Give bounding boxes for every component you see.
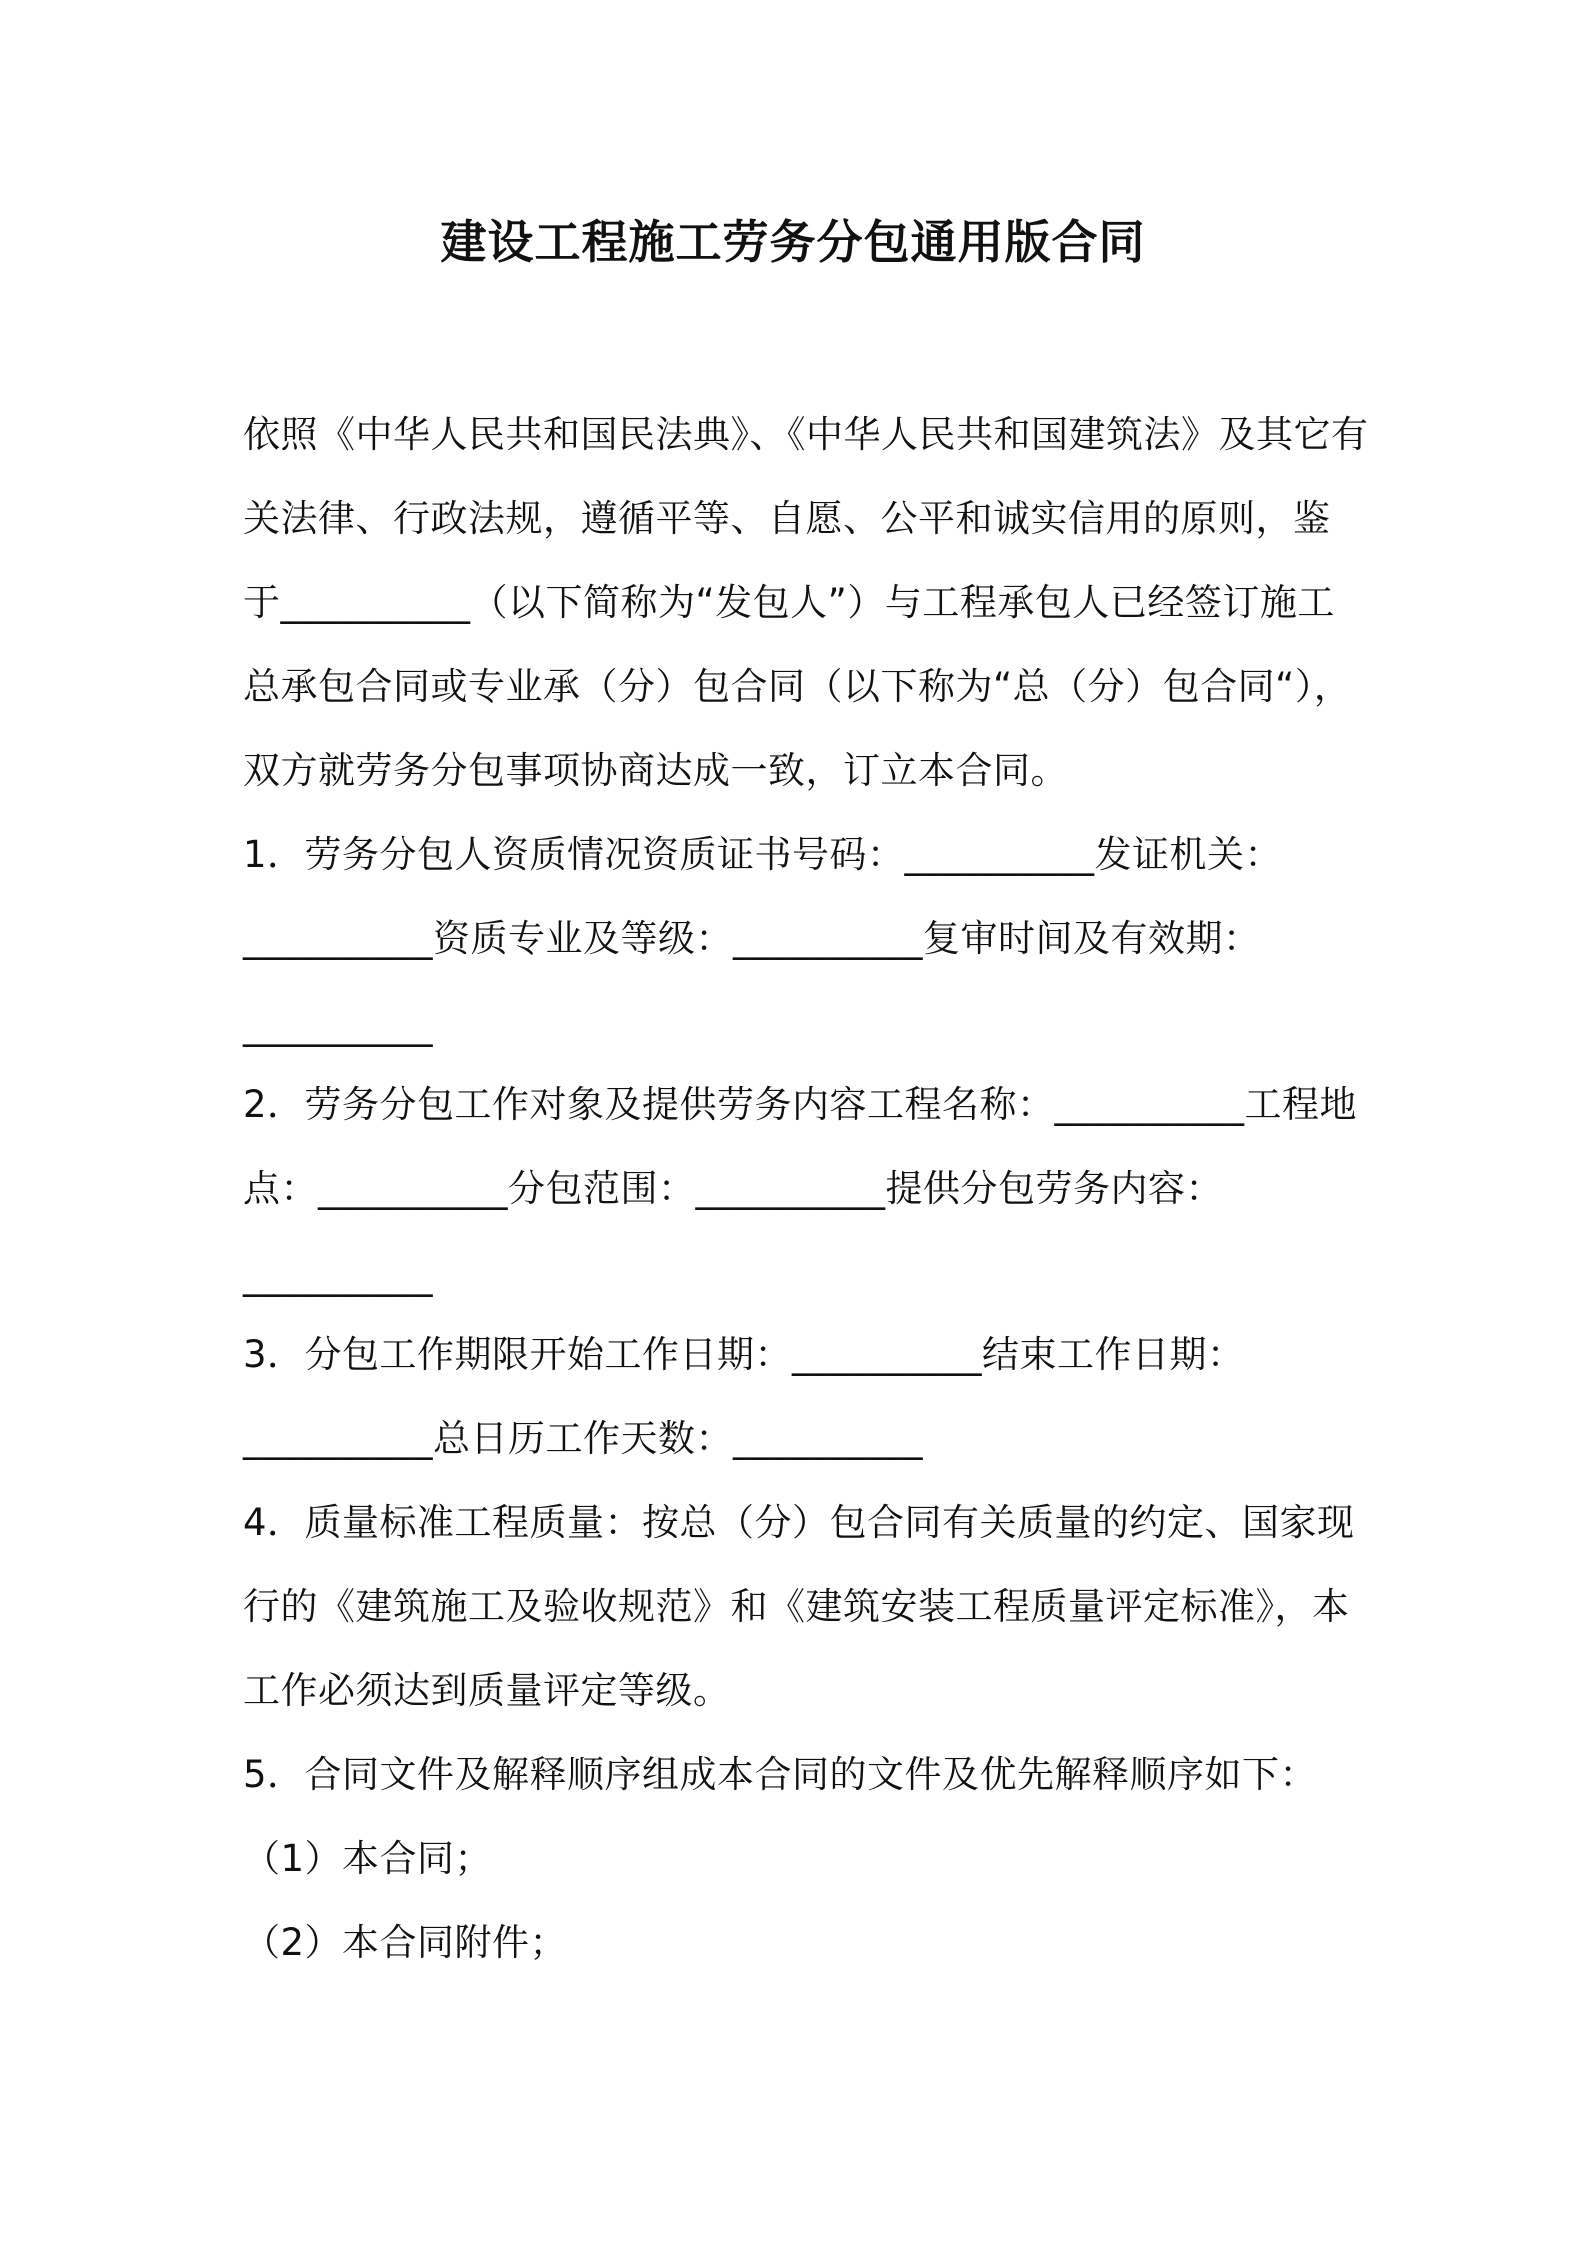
clause-4-line: 4．质量标准工程质量：按总（分）包合同有关质量的约定、国家现 — [243, 1501, 1355, 1544]
clause-2-line: 点：__________分包范围：__________提供分包劳务内容： — [243, 1167, 1223, 1210]
body-line: 关法律、行政法规，遵循平等、自愿、公平和诚实信用的原则，鉴 — [243, 497, 1331, 540]
clause-4-line: 行的《建筑施工及验收规范》和《建筑安装工程质量评定标准》，本 — [243, 1585, 1350, 1628]
clause-5-item: （2）本合同附件； — [243, 1921, 568, 1964]
clause-1-line: __________资质专业及等级：__________复审时间及有效期： — [243, 917, 1261, 960]
clause-1-line: 1．劳务分包人资质情况资质证书号码：__________发证机关： — [243, 833, 1283, 876]
clause-2-line: __________ — [243, 1254, 433, 1297]
clause-3-line: 3．分包工作期限开始工作日期：__________结束工作日期： — [243, 1333, 1245, 1376]
clause-3-line: __________总日历工作天数：__________ — [243, 1417, 923, 1460]
body-line: 总承包合同或专业承（分）包合同（以下称为“总（分）包合同“）， — [243, 665, 1352, 708]
body-line: 依照《中华人民共和国民法典》、《中华人民共和国建筑法》及其它有 — [243, 413, 1369, 456]
clause-1-line: __________ — [243, 1004, 433, 1047]
clause-5-item: （1）本合同； — [243, 1837, 493, 1880]
body-line: 双方就劳务分包事项协商达成一致，订立本合同。 — [243, 749, 1068, 792]
clause-4-line: 工作必须达到质量评定等级。 — [243, 1669, 731, 1712]
clause-5-line: 5．合同文件及解释顺序组成本合同的文件及优先解释顺序如下： — [243, 1753, 1318, 1796]
clause-2-line: 2．劳务分包工作对象及提供劳务内容工程名称：__________工程地 — [243, 1083, 1358, 1126]
body-line: 于__________（以下简称为“发包人”）与工程承包人已经签订施工 — [243, 581, 1335, 624]
document-title: 建设工程施工劳务分包通用版合同 — [440, 215, 1146, 269]
